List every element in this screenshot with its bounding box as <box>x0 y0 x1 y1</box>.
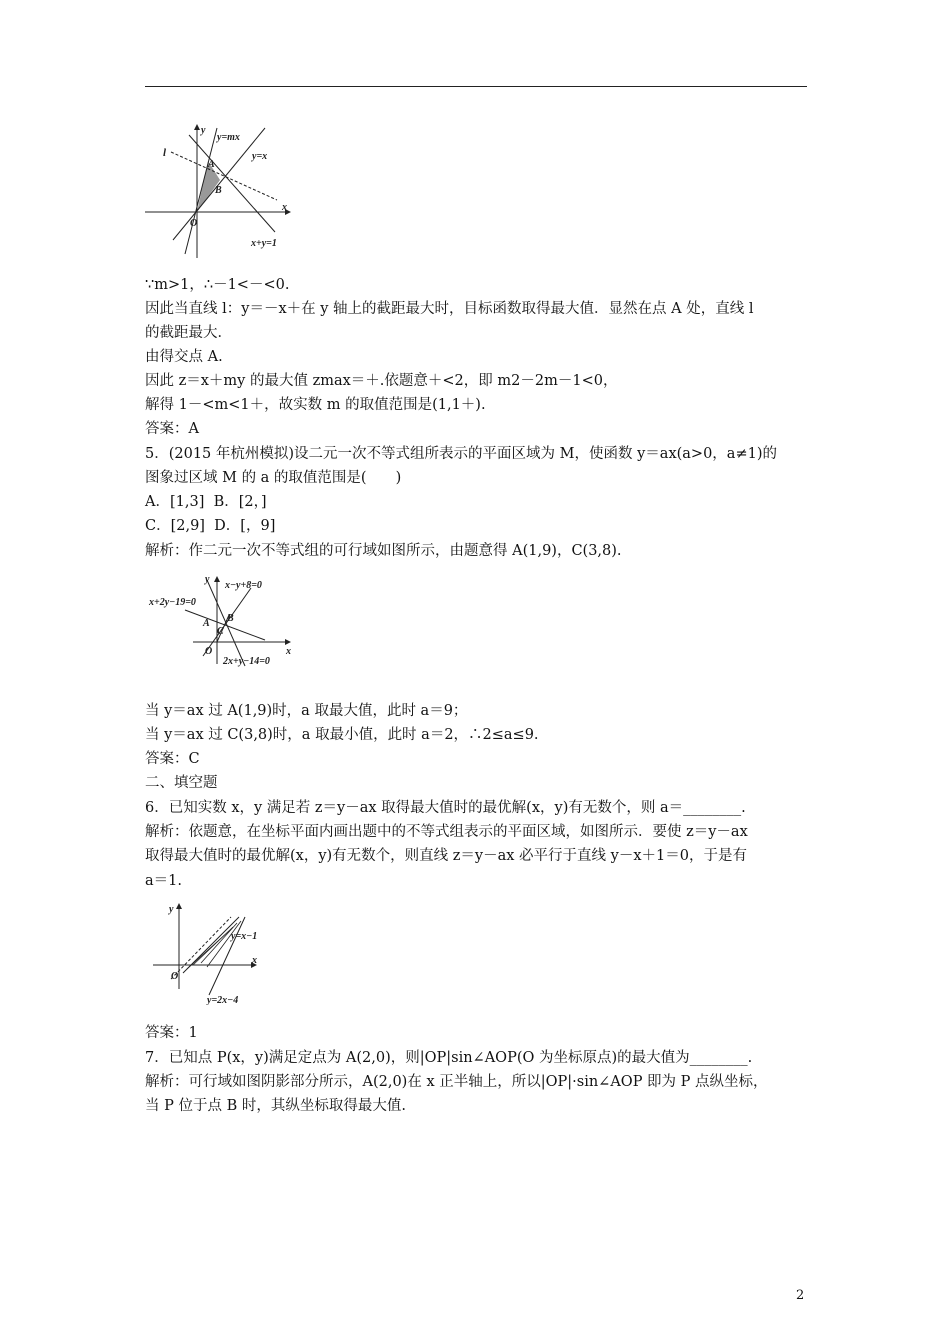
header-rule <box>145 86 807 87</box>
text-line: 当 y＝ax 过 C(3,8)时，a 取最小值，此时 a＝2，∴2≤a≤9. <box>145 727 539 743</box>
text-line: 因此 z＝x＋my 的最大值 zmax＝＋.依题意＋<2，即 m2－2m－1<0， <box>145 373 618 389</box>
label-2x-plus-y-minus-14: 2x+y−14=0 <box>223 656 270 667</box>
label-y: y <box>205 574 210 585</box>
label-B: B <box>215 185 222 196</box>
label-O: O <box>190 218 198 229</box>
line-dashed <box>171 917 231 979</box>
label-A: A <box>208 159 215 170</box>
label-y: y <box>201 125 206 136</box>
label-y-2x-4: y=2x−4 <box>207 995 239 1005</box>
text-line: 由得交点 A. <box>145 349 223 365</box>
label-x: x <box>282 202 287 213</box>
text-line: 5．(2015 年杭州模拟)设二元一次不等式组所表示的平面区域为 M，使函数 y＝ax(a>0，a≠1)的 <box>145 446 777 462</box>
text-line: 解得 1－<m<1＋，故实数 m 的取值范围是(1,1＋). <box>145 397 486 413</box>
figure-3-graph <box>145 895 270 1005</box>
text-line: 答案：C <box>145 751 200 767</box>
text-line: C．[2,9] D．[，9] <box>145 518 276 534</box>
label-x-plus-2y-minus-19: x+2y−19=0 <box>149 597 196 608</box>
text-line: 解析：可行域如图阴影部分所示，A(2,0)在 x 正半轴上，所以|OP|·sin∠AOP 即为 P 点纵坐标， <box>145 1074 768 1090</box>
label-l: l <box>163 147 167 159</box>
text-line: 当 y＝ax 过 A(1,9)时，a 取最大值，此时 a＝9； <box>145 703 468 719</box>
page-number: 2 <box>796 1288 805 1303</box>
y-axis-arrow <box>194 124 200 130</box>
x-axis-arrow <box>285 639 291 645</box>
text-line: 答案：A <box>145 421 199 437</box>
y-axis-arrow <box>214 576 220 582</box>
label-y-x-1: y=x−1 <box>231 931 258 942</box>
label-x-minus-y-plus-8: x−y+8=0 <box>225 580 262 591</box>
label-O: O <box>171 971 179 982</box>
figure-2-graph <box>145 570 300 670</box>
text-line: 当 P 位于点 B 时，其纵坐标取得最大值. <box>145 1098 406 1114</box>
text-line: 答案：1 <box>145 1025 198 1041</box>
label-y-mx: y=mx <box>217 132 240 143</box>
line-y-mx <box>185 128 217 254</box>
text-line: 7．已知点 P(x，y)满足定点为 A(2,0)，则|OP|sin∠AOP(O 为坐标原点)的最大值为________. <box>145 1050 753 1066</box>
text-line: 取得最大值时的最优解(x，y)有无数个，则直线 z＝y－ax 必平行于直线 y－x＋1＝0，于是有 <box>145 848 747 864</box>
label-O: O <box>205 646 213 657</box>
text-line: 因此当直线 l：y＝－x＋在 y 轴上的截距最大时，目标函数取得最大值．显然在点 A 处，直线 l <box>145 301 754 317</box>
text-line: ∵m>1，∴－1<－<0. <box>145 277 290 293</box>
y-axis-arrow <box>176 903 182 909</box>
label-x: x <box>252 955 257 966</box>
label-A: A <box>203 618 210 629</box>
label-B: B <box>227 613 234 624</box>
label-x: x <box>286 646 291 657</box>
label-x-plus-y-1: x+y=1 <box>251 238 277 249</box>
label-y: y <box>169 904 174 915</box>
text-line: a＝1. <box>145 873 182 889</box>
text-line: 图象过区域 M 的 a 的取值范围是( ) <box>145 470 402 486</box>
line-y-x <box>173 128 268 240</box>
text-line: 解析：作二元一次不等式组的可行域如图所示，由题意得 A(1,9)，C(3,8). <box>145 543 622 559</box>
text-line: 6．已知实数 x，y 满足若 z＝y－ax 取得最大值时的最优解(x，y)有无数个，则 a＝________. <box>145 800 746 816</box>
label-y-x: y=x <box>252 151 268 162</box>
text-line: 二、填空题 <box>145 775 218 791</box>
text-line: 解析：依题意，在坐标平面内画出题中的不等式组表示的平面区域，如图所示．要使 z＝y－ax <box>145 824 748 840</box>
text-line: A．[1,3] B．[2，] <box>145 494 267 510</box>
text-line: 的截距最大． <box>145 325 232 341</box>
line-2x-plus-y-minus-14 <box>207 580 245 666</box>
line-x-plus-y-1 <box>189 135 275 232</box>
label-C: C <box>217 626 224 637</box>
figure-1-graph <box>145 118 305 258</box>
